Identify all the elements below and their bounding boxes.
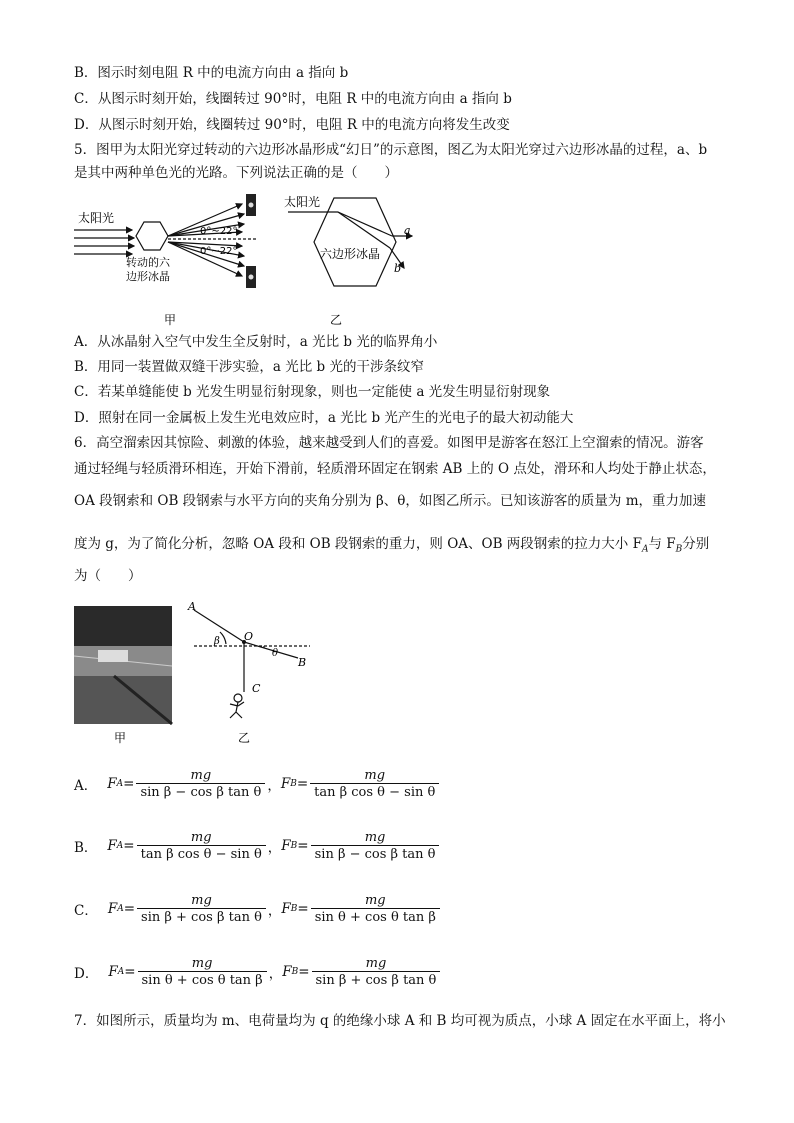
q6-figure-yi (180, 600, 320, 745)
label-a: A (188, 600, 196, 613)
ray-b-label: b (394, 262, 402, 275)
angle-upper: 0°~22° (200, 226, 238, 237)
q6-option-b: B． F A = $\frac{mg}{\text{tan β cos θ − sin θ}}$ ， F B = $\frac{mg}{\text{sin β − cos β tan θ}}$ (74, 830, 441, 862)
q6-stem-line3: OA 段钢索和 OB 段钢索与水平方向的夹角分别为 β、θ，如图乙所示。已知该游客的质量为 m，重力加速 (74, 493, 706, 509)
hex-label: 六边形冰晶 (320, 247, 381, 261)
q5-stem-line2: 是其中两种单色光的光路。下列说法正确的是（ ） (74, 165, 398, 181)
q6-stem-line1: 6．高空溜索因其惊险、刺激的体验，越来越受到人们的喜爱。如图甲是游客在怒江上空溜索的情况。游客 (74, 435, 704, 451)
q6-option-a: A． F A = $\frac{mg}{\text{sin β − cos β tan θ}}$ ， F B = $\frac{mg}{\text{tan β cos θ − sin θ}}$ (74, 768, 441, 800)
q5-figure-jia (70, 186, 280, 326)
q4-option-d: D．从图示时刻开始，线圈转过 90°时，电阻 R 中的电流方向将发生改变 (74, 117, 510, 133)
sun-label-yi: 太阳光 (284, 195, 321, 209)
q5-option-d: D．照射在同一金属板上发生光电效应时，a 光比 b 光产生的光电子的最大初动能大 (74, 410, 574, 426)
cable-ob (244, 642, 298, 658)
crystal-label-1: 转动的六 (126, 256, 170, 269)
label-beta: β (214, 636, 220, 647)
caption-jia: 甲 (164, 313, 177, 326)
hexagon-crystal-large (314, 198, 396, 286)
caption-yi: 乙 (330, 313, 343, 326)
ray-a-label: a (404, 224, 411, 237)
q6-figure-jia-photo (74, 606, 174, 746)
angle-lower: 0°~22° (200, 246, 238, 257)
label-b: B (298, 656, 307, 669)
diagram-caption-yi: 乙 (238, 731, 251, 745)
q5-option-c: C．若某单缝能使 b 光发生明显衍射现象，则也一定能使 a 光发生明显衍射现象 (74, 384, 551, 400)
q6-option-d: D． F A = $\frac{mg}{\text{sin θ + cos θ tan β}}$ ， F B = $\frac{mg}{\text{sin β + cos β tan θ}}$ (74, 956, 442, 988)
q5-figure-yi (280, 186, 420, 326)
q5-stem-line1: 5．图甲为太阳光穿过转动的六边形冰晶形成“幻日”的示意图，图乙为太阳光穿过六边形冰晶的过程，a、b (74, 142, 708, 158)
label-c: C (252, 682, 261, 695)
q6-stem-line5: 为（ ） (74, 568, 142, 584)
q5-option-a: A．从冰晶射入空气中发生全反射时，a 光比 b 光的临界角小 (74, 334, 438, 350)
q4-option-c: C．从图示时刻开始，线圈转过 90°时，电阻 R 中的电流方向由 a 指向 b (74, 91, 512, 107)
q6-stem-line2: 通过轻绳与轻质滑环相连，开始下滑前，轻质滑环固定在钢索 AB 上的 O 点处，滑环和人均处于静止状态， (74, 461, 716, 477)
q6-stem-line4: 度为 g，为了简化分析，忽略 OA 段和 OB 段钢索的重力，则 OA、OB 两段钢索的拉力大小 $F_A$与 $F_B$分别 (74, 536, 710, 555)
hexagon-crystal (136, 222, 168, 250)
sun-label-jia: 太阳光 (78, 211, 115, 225)
crystal-label-2: 边形冰晶 (126, 270, 170, 283)
label-o: O (244, 630, 254, 643)
q5-option-b: B．用同一装置做双缝干涉实验，a 光比 b 光的干涉条纹窄 (74, 359, 424, 375)
q6-option-c: C． F A = $\frac{mg}{\text{sin β + cos β tan θ}}$ ， F B = $\frac{mg}{\text{sin θ + cos θ tan β}}$ (74, 893, 442, 925)
photo-caption-jia: 甲 (114, 731, 127, 745)
label-theta: θ (272, 648, 279, 659)
q7-stem-line1: 7．如图所示，质量均为 m、电荷量均为 q 的绝缘小球 A 和 B 均可视为质点，小球 A 固定在水平面上，将小 (74, 1013, 726, 1029)
q4-option-b: B．图示时刻电阻 R 中的电流方向由 a 指向 b (74, 65, 349, 81)
